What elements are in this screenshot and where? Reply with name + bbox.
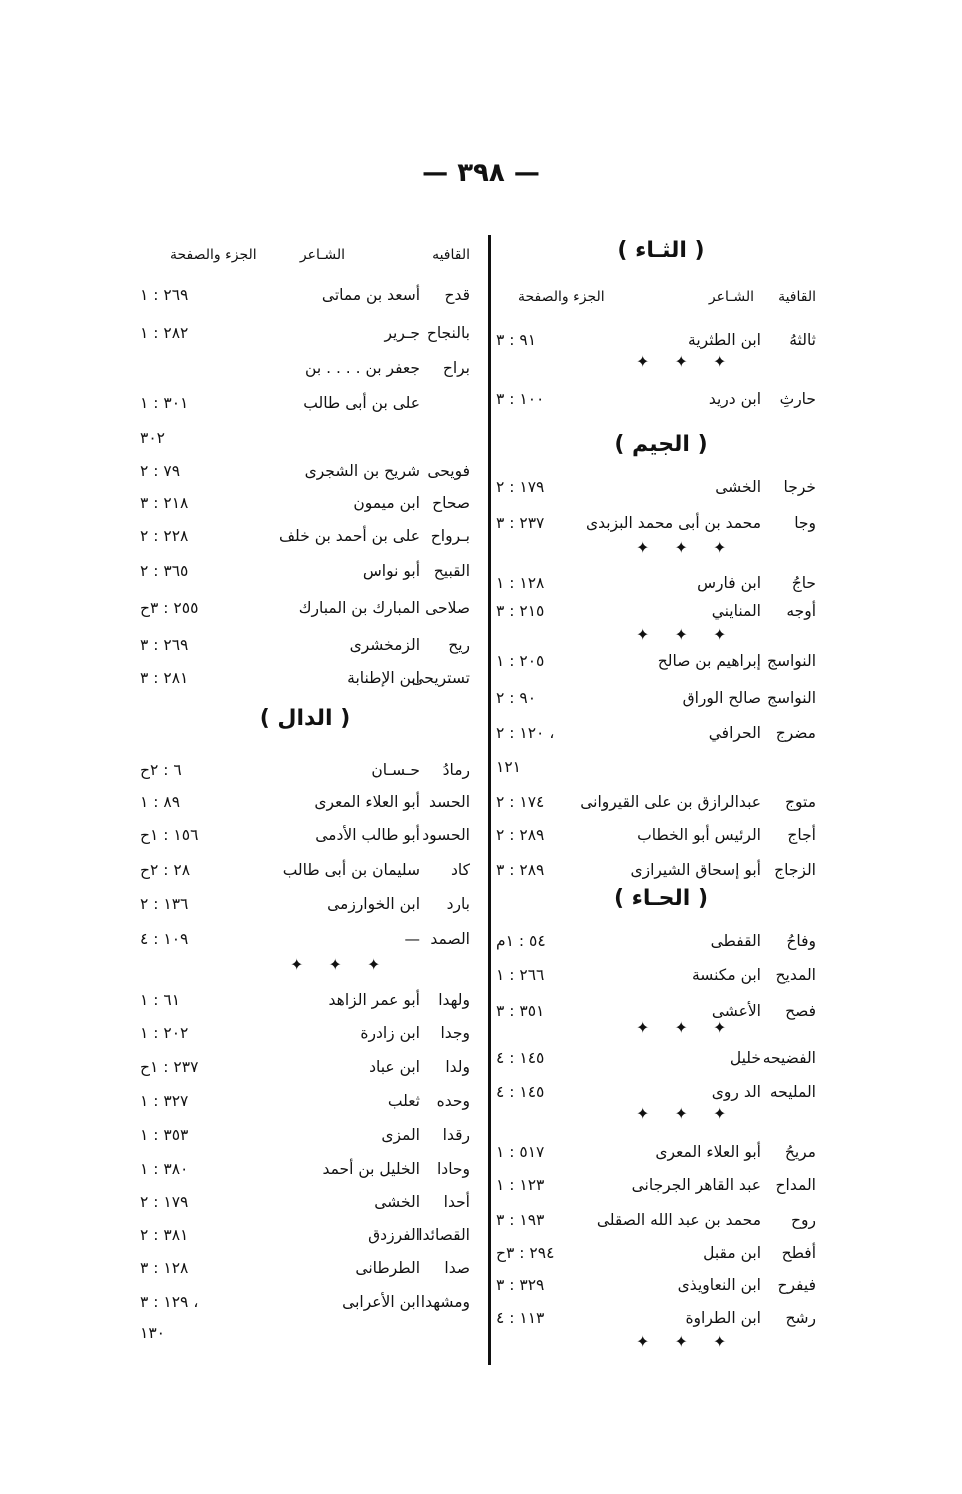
volume-page-ref: ٨٩ : ١ — [140, 793, 181, 811]
poet-name: على بن أبى طالب — [303, 394, 420, 412]
index-row — [140, 318, 480, 348]
separator-stars: ✦ ✦ ✦ — [290, 955, 391, 974]
rhyme-word: أفطح — [781, 1244, 816, 1262]
index-row — [140, 1018, 480, 1048]
volume-page-ref: ١٢٣ : ١ — [496, 1176, 545, 1194]
volume-page-ref: ١٥٦ : ١ح — [140, 826, 199, 844]
separator-stars: ✦ ✦ ✦ — [636, 1332, 737, 1351]
poet-name: الحرافي — [708, 724, 761, 742]
volume-page-ref: ١٢٩ : ٣ ، — [140, 1293, 199, 1311]
rhyme-word: قدح — [444, 286, 470, 304]
volume-page-ref: ١٢٠ : ٢ ، — [496, 724, 555, 742]
rhyme-word: ومشهدا — [420, 1293, 470, 1311]
volume-page-ref: ٣٢٧ : ١ — [140, 1092, 189, 1110]
index-row — [140, 1052, 480, 1082]
section-title-jim: ( الجيم ) — [614, 432, 708, 457]
volume-page-ref: ٢٦٩ : ١ — [140, 286, 189, 304]
poet-name: ابن مكنسة — [691, 966, 761, 984]
volume-page-ref: ٦ : ٢ح — [140, 761, 182, 779]
rhyme-word: روح — [791, 1211, 816, 1229]
index-row — [140, 663, 480, 693]
index-row — [496, 820, 826, 850]
rhyme-word: فيفرح — [777, 1276, 816, 1294]
index-row — [496, 1270, 826, 1300]
rhyme-word: القصائدا — [418, 1226, 470, 1244]
index-row — [496, 568, 826, 598]
rhyme-word: وحده — [436, 1092, 470, 1110]
volume-page-ref: ٣٥١ : ٣ — [496, 1002, 545, 1020]
volume-page-ref: ٢٨ : ٢ح — [140, 861, 191, 879]
index-row — [496, 325, 826, 355]
volume-page-ref: ٢٥٥ : ٣ح — [140, 599, 199, 617]
index-row — [140, 456, 480, 486]
volume-page-ref: ٢٠٥ : ١ — [496, 652, 545, 670]
poet-name: القفطى — [710, 932, 761, 950]
index-row — [496, 1303, 826, 1333]
index-row — [496, 960, 826, 990]
index-row — [496, 787, 826, 817]
poet-name: ابن النعاويذى — [677, 1276, 761, 1294]
rhyme-word: صحاح — [432, 494, 470, 512]
poet-name: الزمخشرى — [349, 636, 420, 654]
separator-stars: ✦ ✦ ✦ — [636, 352, 737, 371]
rhyme-word: المليحه — [769, 1083, 816, 1101]
rhyme-word: فصح — [785, 1002, 816, 1020]
rhyme-word: مضرج — [775, 724, 816, 742]
poet-name: خليل — [729, 1049, 761, 1067]
separator-stars: ✦ ✦ ✦ — [636, 538, 737, 557]
poet-name: شريح بن الشجرى — [304, 462, 420, 480]
column-divider — [488, 235, 491, 1365]
index-row — [496, 718, 826, 748]
poet-name: عبد القاهر الجرجانى — [631, 1176, 761, 1194]
rhyme-word: الفضيحه — [762, 1049, 816, 1067]
index-row — [496, 508, 826, 538]
index-row — [140, 556, 480, 586]
volume-page-ref: ١٣٦ : ٢ — [140, 895, 189, 913]
volume-page-ref: ٢٨٩ : ٢ — [496, 826, 545, 844]
index-row — [140, 755, 480, 785]
rhyme-word: النواسج — [766, 652, 816, 670]
index-row — [140, 388, 480, 418]
rhyme-word: المديح — [775, 966, 816, 984]
poet-name: ابن زادرة — [360, 1024, 420, 1042]
rhyme-word: صدا — [444, 1259, 470, 1277]
index-row — [140, 1318, 480, 1348]
poet-name: الفرزدق — [368, 1226, 420, 1244]
volume-page-ref: ٢٨٢ : ١ — [140, 324, 189, 342]
rhyme-word: كاد — [450, 861, 470, 879]
index-row — [496, 646, 826, 676]
index-row — [496, 1170, 826, 1200]
rhyme-word: ولهدا — [438, 991, 470, 1009]
rhyme-word: وحادا — [437, 1160, 470, 1178]
volume-page-ref: ٣٢٩ : ٣ — [496, 1276, 545, 1294]
poet-name: أبو نواس — [362, 562, 420, 580]
rhyme-word: ولدا — [445, 1058, 470, 1076]
index-row — [140, 1086, 480, 1116]
header-rhyme: القافيه — [432, 247, 470, 263]
volume-page-ref: ٣٨٠ : ١ — [140, 1160, 189, 1178]
poet-name: ابن فارس — [697, 574, 761, 592]
volume-page-ref: ٢٣٧ : ٣ — [496, 514, 545, 532]
index-row — [140, 280, 480, 310]
volume-page-ref: ١٧٩ : ٢ — [140, 1193, 189, 1211]
poet-name: المبارك بن المبارك — [298, 599, 420, 617]
volume-page-ref: ٢٢٨ : ٢ — [140, 527, 189, 545]
index-row — [140, 1287, 480, 1317]
poet-name: المنايني — [711, 602, 761, 620]
volume-page-ref: ٣٠٢ — [140, 429, 165, 447]
volume-page-ref: ١٢٨ : ١ — [496, 574, 545, 592]
index-row — [140, 820, 480, 850]
index-row — [140, 521, 480, 551]
poet-name: — — [404, 930, 420, 948]
header-poet: الشـاعر — [708, 289, 754, 305]
poet-name: سليمان بن أبى طالب — [282, 861, 420, 879]
poet-name: عبدالرازق بن على القيروانى — [580, 793, 761, 811]
index-row — [496, 1137, 826, 1167]
rhyme-word: براح — [442, 359, 470, 377]
index-row — [496, 926, 826, 956]
index-row — [140, 855, 480, 885]
separator-stars: ✦ ✦ ✦ — [636, 1104, 737, 1123]
volume-page-ref: ٢١٨ : ٣ — [140, 494, 189, 512]
volume-page-ref: ٣٦٥ : ٢ — [140, 562, 189, 580]
volume-page-ref: ١٧٩ : ٢ — [496, 478, 545, 496]
index-row — [496, 683, 826, 713]
header-ref: الجزء والصفحة — [518, 289, 605, 305]
poet-name: ابن ميمون — [353, 494, 420, 512]
rhyme-word: فويحى — [427, 462, 470, 480]
poet-name: الد روى — [711, 1083, 761, 1101]
poet-name: ابن الخوارزمى — [327, 895, 420, 913]
rhyme-word: ريح — [448, 636, 470, 654]
index-row — [140, 1154, 480, 1184]
poet-name: أبو العلاء المعرى — [655, 1143, 761, 1161]
header-poet: الشـاعر — [299, 247, 345, 263]
index-row — [496, 1205, 826, 1235]
volume-page-ref: ١٢١ — [496, 758, 521, 776]
index-row — [140, 630, 480, 660]
volume-page-ref: ١٠٩ : ٤ — [140, 930, 189, 948]
rhyme-word: ثالثهُ — [789, 331, 816, 349]
poet-name: ثعلب — [387, 1092, 420, 1110]
poet-name: محمد بن أبى محمد البزبدى — [585, 514, 761, 532]
rhyme-word: رمادُ — [442, 761, 470, 779]
volume-page-ref: ٥٤ : ١م — [496, 932, 546, 950]
volume-page-ref: ٢٠٢ : ١ — [140, 1024, 189, 1042]
index-row — [140, 1253, 480, 1283]
rhyme-word: وفاحُ — [786, 932, 816, 950]
volume-page-ref: ٢١٥ : ٣ — [496, 602, 545, 620]
poet-name: الطرطانى — [355, 1259, 420, 1277]
page-number: — ٣٩٨ — — [422, 158, 540, 188]
header-ref: الجزء والصفحة — [170, 247, 257, 263]
rhyme-word: رقدا — [442, 1126, 470, 1144]
volume-page-ref: ٢٨١ : ٣ — [140, 669, 189, 687]
rhyme-word: الزجاج — [774, 861, 816, 879]
index-row — [496, 472, 826, 502]
index-row — [140, 1220, 480, 1250]
rhyme-word: المداح — [775, 1176, 816, 1194]
poet-name: الرئيس أبو الخطاب — [637, 826, 761, 844]
rhyme-word: صلاحى — [425, 599, 470, 617]
column-header — [496, 282, 826, 312]
poet-name: جـرير — [384, 324, 420, 342]
index-row — [496, 855, 826, 885]
rhyme-word: تستريحى — [411, 669, 470, 687]
volume-page-ref: ١٩٣ : ٣ — [496, 1211, 545, 1229]
poet-name: على بن أحمد بن خلف — [279, 527, 420, 545]
poet-name: محمد بن عبد الله الصقلى — [596, 1211, 761, 1229]
volume-page-ref: ٢٨٩ : ٣ — [496, 861, 545, 879]
volume-page-ref: ٦١ : ١ — [140, 991, 181, 1009]
poet-name: الأعشى — [711, 1002, 761, 1020]
volume-page-ref: ٢٩٤ : ٣ح — [496, 1244, 555, 1262]
volume-page-ref: ١٤٥ : ٤ — [496, 1083, 545, 1101]
index-row — [140, 593, 480, 623]
rhyme-word: بالنجاح — [426, 324, 470, 342]
section-title-thaa: ( الثـاء ) — [617, 238, 705, 263]
index-row — [140, 889, 480, 919]
poet-name: جعفر بن . . . . بن — [305, 359, 420, 377]
poet-name: صالح الوراق — [682, 689, 761, 707]
volume-page-ref: ١٢٨ : ٣ — [140, 1259, 189, 1277]
column-header — [140, 240, 480, 270]
rhyme-word: مريحُ — [784, 1143, 816, 1161]
separator-stars: ✦ ✦ ✦ — [636, 1018, 737, 1037]
rhyme-word: أوجه — [786, 602, 816, 620]
poet-name: ابن عباد — [369, 1058, 420, 1076]
index-row — [140, 1120, 480, 1150]
index-row — [140, 353, 480, 383]
volume-page-ref: ١٤٥ : ٤ — [496, 1049, 545, 1067]
section-title-dal: ( الدال ) — [259, 706, 351, 731]
poet-name: ابن الإطنابة — [347, 669, 420, 687]
rhyme-word: الحسود — [422, 826, 470, 844]
poet-name: ابن مقبل — [703, 1244, 761, 1262]
index-row — [496, 1077, 826, 1107]
rhyme-word: الحسد — [429, 793, 470, 811]
index-row — [140, 488, 480, 518]
rhyme-word: أحدا — [443, 1193, 470, 1211]
index-row — [140, 423, 480, 453]
rhyme-word: الصمد — [430, 930, 470, 948]
poet-name: أبو عمر الزاهد — [328, 991, 420, 1009]
volume-page-ref: ٣٥٣ : ١ — [140, 1126, 189, 1144]
index-row — [496, 1238, 826, 1268]
poet-name: ابن الأعرابى — [342, 1293, 420, 1311]
volume-page-ref: ٧٩ : ٢ — [140, 462, 181, 480]
poet-name: أبو طالب الأدمى — [315, 826, 420, 844]
index-row — [140, 985, 480, 1015]
poet-name: الخشى — [715, 478, 761, 496]
index-row — [140, 924, 480, 954]
volume-page-ref: ٢٦٩ : ٣ — [140, 636, 189, 654]
volume-page-ref: ١١٣ : ٤ — [496, 1309, 545, 1327]
index-row — [496, 384, 826, 414]
index-row — [496, 752, 826, 782]
index-row — [140, 787, 480, 817]
separator-stars: ✦ ✦ ✦ — [636, 625, 737, 644]
poet-name: ابن دريد — [708, 390, 761, 408]
rhyme-word: القبيح — [433, 562, 470, 580]
rhyme-word: حارثِ — [779, 390, 816, 408]
volume-page-ref: ٢٦٦ : ١ — [496, 966, 545, 984]
rhyme-word: وجدا — [440, 1024, 470, 1042]
rhyme-word: النواسج — [766, 689, 816, 707]
volume-page-ref: ١٣٠ — [140, 1324, 165, 1342]
rhyme-word: بارد — [446, 895, 470, 913]
rhyme-word: أجاج — [787, 826, 816, 844]
rhyme-word: رشح — [785, 1309, 816, 1327]
volume-page-ref: ٩٠ : ٢ — [496, 689, 537, 707]
section-title-haa: ( الحـاء ) — [613, 886, 709, 911]
poet-name: ابن الطراوة — [685, 1309, 761, 1327]
header-rhyme: القافية — [778, 289, 816, 305]
poet-name: إبراهيم بن صالح — [657, 652, 761, 670]
poet-name: المزى — [381, 1126, 420, 1144]
volume-page-ref: ٣٨١ : ٢ — [140, 1226, 189, 1244]
poet-name: الخشى — [374, 1193, 420, 1211]
volume-page-ref: ٩١ : ٣ — [496, 331, 537, 349]
volume-page-ref: ٢٣٧ : ١ح — [140, 1058, 199, 1076]
index-row — [496, 596, 826, 626]
volume-page-ref: ١٧٤ : ٢ — [496, 793, 545, 811]
rhyme-word: خرجا — [783, 478, 816, 496]
volume-page-ref: ٣٠١ : ١ — [140, 394, 189, 412]
volume-page-ref: ٥١٧ : ١ — [496, 1143, 545, 1161]
volume-page-ref: ١٠٠ : ٣ — [496, 390, 545, 408]
poet-name: حـسـان — [371, 761, 420, 779]
poet-name: أبو العلاء المعرى — [314, 793, 420, 811]
index-row — [496, 1043, 826, 1073]
rhyme-word: متوج — [785, 793, 816, 811]
rhyme-word: حاجُ — [791, 574, 816, 592]
rhyme-word: وجا — [794, 514, 816, 532]
rhyme-word: بـرواح — [430, 527, 470, 545]
poet-name: ابن الطثرية — [688, 331, 761, 349]
poet-name: الخليل بن أحمد — [322, 1160, 420, 1178]
poet-name: أسعد بن مماتى — [321, 286, 420, 304]
index-row — [140, 1187, 480, 1217]
poet-name: أبو إسحاق الشيرازى — [630, 861, 761, 879]
